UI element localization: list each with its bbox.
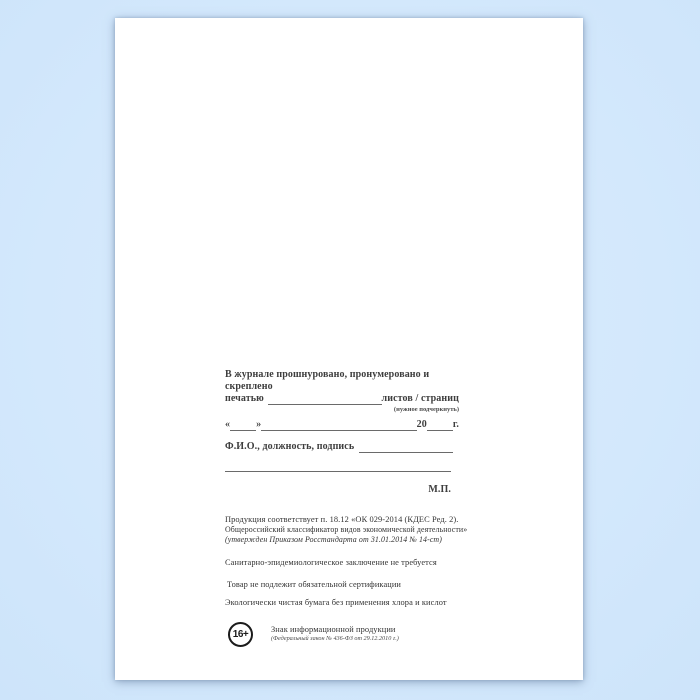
year-prefix: 20 — [416, 419, 427, 430]
seal-line — [225, 393, 459, 405]
year-suffix: г. — [452, 419, 459, 430]
document-page — [115, 18, 583, 680]
fill-line — [268, 396, 382, 405]
sanitary-statement: Санитарно-эпидемиологическое заключение не требуется — [225, 558, 437, 567]
fill-line — [261, 422, 416, 431]
compliance-line-1: Продукция соответствует п. 18.12 «ОК 029-2014 (КДЕС Ред. 2). — [225, 515, 459, 524]
quote-close: » — [256, 419, 262, 430]
seal-suffix-label: листов / страниц — [381, 393, 459, 404]
fill-line — [427, 422, 453, 431]
fill-line — [359, 444, 453, 453]
quote-open: « — [225, 419, 231, 430]
age-mark-law: (Федеральный закон № 436-ФЗ от 29.12.2010 г.) — [271, 635, 399, 642]
stamp-placeholder: М.П. — [428, 484, 451, 495]
seal-prefix-label: печатью — [225, 393, 264, 404]
compliance-paragraph — [225, 515, 468, 545]
compliance-line-2: Общероссийский классификатор видов экономической деятельности» — [225, 525, 468, 534]
age-mark-label: Знак информационной продукции — [271, 625, 396, 634]
age-mark-text — [271, 622, 399, 643]
fill-line — [230, 422, 256, 431]
date-line — [225, 419, 459, 431]
eco-statement: Экологически чистая бумага без применения хлора и кислот — [225, 598, 447, 607]
signature-label: Ф.И.О., должность, подпись — [225, 441, 355, 452]
age-mark-row — [228, 622, 462, 647]
certification-statement: Товар не подлежит обязательной сертификации — [227, 580, 402, 589]
signature-line — [225, 441, 453, 453]
blank-rule-line — [225, 464, 451, 472]
certification-title: В журнале прошнуровано, пронумеровано и скреплено — [225, 369, 430, 392]
underline-note: (нужное подчеркнуть) — [393, 406, 459, 413]
age-16plus-badge-icon: 16+ — [228, 622, 253, 647]
compliance-line-3: (утвержден Приказом Росстандарта от 31.01.2014 № 14-ст) — [225, 535, 442, 544]
